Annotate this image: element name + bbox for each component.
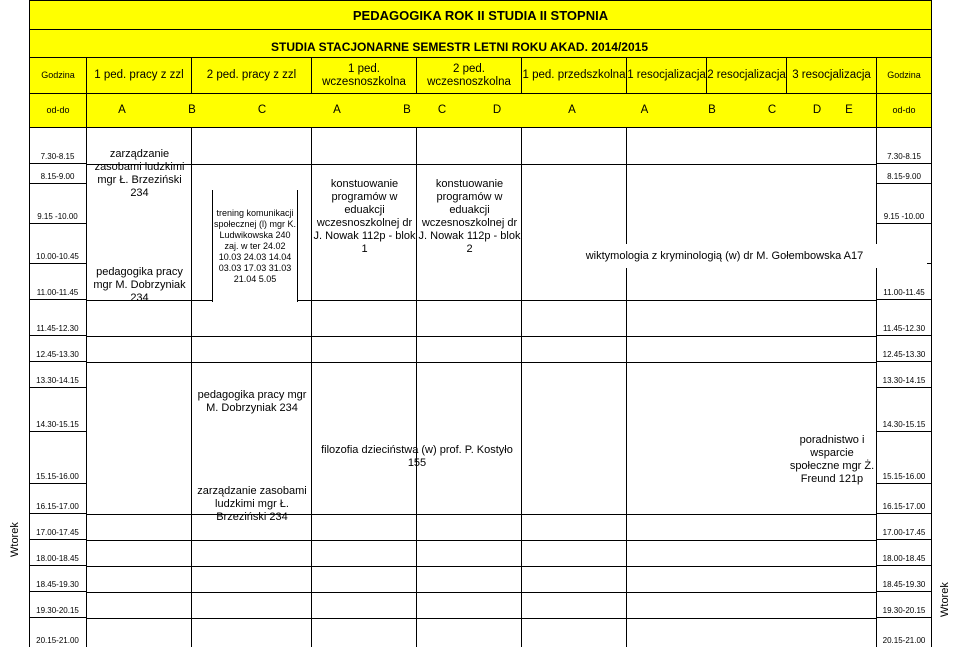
godzina-left-header: Godzina bbox=[29, 58, 87, 94]
group-header: 2 resocjalizacja bbox=[707, 58, 787, 94]
oddo-left-header: od-do bbox=[29, 94, 87, 128]
subgroup-header: D bbox=[447, 94, 547, 128]
time-cell: 14.30-15.15 bbox=[29, 388, 87, 432]
column bbox=[522, 128, 627, 647]
time-cell: 17.00-17.45 bbox=[29, 514, 87, 540]
time-cell: 20.15-21.00 bbox=[29, 618, 87, 647]
subgroup-header: C bbox=[732, 94, 812, 128]
row-separator bbox=[87, 362, 877, 363]
row-separator bbox=[87, 336, 877, 337]
time-cell-right: 17.00-17.45 bbox=[877, 514, 932, 540]
class-event: konstuowanie programów w eduakcji wczesnoszkolnej dr J. Nowak 112p - blok 1 bbox=[313, 178, 416, 255]
row-separator bbox=[87, 592, 877, 593]
group-header: 1 ped. pracy z zzl bbox=[87, 58, 192, 94]
time-cell-right: 14.30-15.15 bbox=[877, 388, 932, 432]
time-cell: 15.15-16.00 bbox=[29, 432, 87, 484]
subgroup-header: B bbox=[157, 94, 227, 128]
time-cell: 11.45-12.30 bbox=[29, 300, 87, 336]
time-cell-right: 16.15-17.00 bbox=[877, 484, 932, 514]
class-event: zarządzanie zasobami ludzkimi mgr Ł. Brzeziński 234 bbox=[197, 484, 307, 523]
page-subtitle: STUDIA STACJONARNE SEMESTR LETNI ROKU AKAD. 2014/2015 bbox=[29, 30, 932, 58]
time-cell: 18.00-18.45 bbox=[29, 540, 87, 566]
time-cell-right: 11.00-11.45 bbox=[877, 264, 932, 300]
time-cell: 11.00-11.45 bbox=[29, 264, 87, 300]
group-header: 1 resocjalizacja bbox=[627, 58, 707, 94]
time-cell-right: 8.15-9.00 bbox=[877, 164, 932, 184]
day-label-left: Wtorek bbox=[9, 522, 21, 558]
class-event: pedagogika pracy mgr M. Dobrzyniak 234 bbox=[197, 389, 307, 414]
time-cell: 19.30-20.15 bbox=[29, 592, 87, 618]
godzina-right-header: Godzina bbox=[877, 58, 932, 94]
time-cell-right: 20.15-21.00 bbox=[877, 618, 932, 647]
row-separator bbox=[87, 300, 877, 301]
group-header: 2 ped. pracy z zzl bbox=[192, 58, 312, 94]
subgroup-header: C bbox=[437, 94, 447, 128]
class-event: wiktymologia z kryminologią (w) dr M. Gołembowska A17 bbox=[522, 244, 927, 268]
subgroup-header: E bbox=[822, 94, 877, 128]
time-cell-right: 11.45-12.30 bbox=[877, 300, 932, 336]
row-separator bbox=[87, 566, 877, 567]
group-header: 1 ped. przedszkolna bbox=[522, 58, 627, 94]
class-event: trening komunikacji społecznej (l) mgr K. Ludwikowska 240 zaj. w ter 24.02 10.03 24.03 14.04 03.03 17.03 31.03 21.04 5.05 bbox=[212, 190, 298, 302]
column bbox=[87, 128, 192, 647]
time-cell-right: 9.15 -10.00 bbox=[877, 184, 932, 224]
class-event: poradnistwo i wsparcie społeczne mgr Ż. Freund 121p bbox=[789, 434, 875, 485]
time-cell: 13.30-14.15 bbox=[29, 362, 87, 388]
subgroup-header: D bbox=[812, 94, 822, 128]
class-event: filozofia dzieciństwa (w) prof. P. Kostyło 155 bbox=[321, 444, 513, 469]
time-cell-right: 7.30-8.15 bbox=[877, 128, 932, 164]
subgroup-header: B bbox=[377, 94, 437, 128]
time-cell: 18.45-19.30 bbox=[29, 566, 87, 592]
class-event: pedagogika pracy mgr M. Dobrzyniak 234 bbox=[93, 265, 186, 304]
column bbox=[627, 128, 877, 647]
time-cell: 10.00-10.45 bbox=[29, 224, 87, 264]
subgroup-header: A bbox=[297, 94, 377, 128]
time-cell-right: 15.15-16.00 bbox=[877, 432, 932, 484]
subgroup-header: B bbox=[692, 94, 732, 128]
time-cell: 12.45-13.30 bbox=[29, 336, 87, 362]
class-event: konstuowanie programów w eduakcji wczesnoszkolnej dr J. Nowak 112p - blok 2 bbox=[418, 178, 521, 255]
oddo-right-header: od-do bbox=[877, 94, 932, 128]
time-cell-right: 12.45-13.30 bbox=[877, 336, 932, 362]
subgroup-header: C bbox=[227, 94, 297, 128]
time-cell-right: 18.45-19.30 bbox=[877, 566, 932, 592]
time-cell: 8.15-9.00 bbox=[29, 164, 87, 184]
time-cell-right: 18.00-18.45 bbox=[877, 540, 932, 566]
time-cell: 7.30-8.15 bbox=[29, 128, 87, 164]
time-cell: 9.15 -10.00 bbox=[29, 184, 87, 224]
group-header: 3 resocjalizacja bbox=[787, 58, 877, 94]
row-separator bbox=[87, 164, 877, 165]
group-header: 1 ped. wczesnoszkolna bbox=[312, 58, 417, 94]
time-cell-right: 19.30-20.15 bbox=[877, 592, 932, 618]
page-title: PEDAGOGIKA ROK II STUDIA II STOPNIA bbox=[29, 0, 932, 30]
subgroup-header: A bbox=[547, 94, 597, 128]
group-header: 2 ped. wczesnoszkolna bbox=[417, 58, 522, 94]
day-label-right: Wtorek bbox=[939, 582, 951, 618]
class-event: zarządzanie zasobami ludzkimi mgr Ł. Brzeziński 234 bbox=[94, 148, 185, 199]
row-separator bbox=[87, 540, 877, 541]
row-separator bbox=[87, 618, 877, 619]
time-cell: 16.15-17.00 bbox=[29, 484, 87, 514]
subgroup-header: A bbox=[87, 94, 157, 128]
time-cell-right: 13.30-14.15 bbox=[877, 362, 932, 388]
subgroup-header: A bbox=[597, 94, 692, 128]
